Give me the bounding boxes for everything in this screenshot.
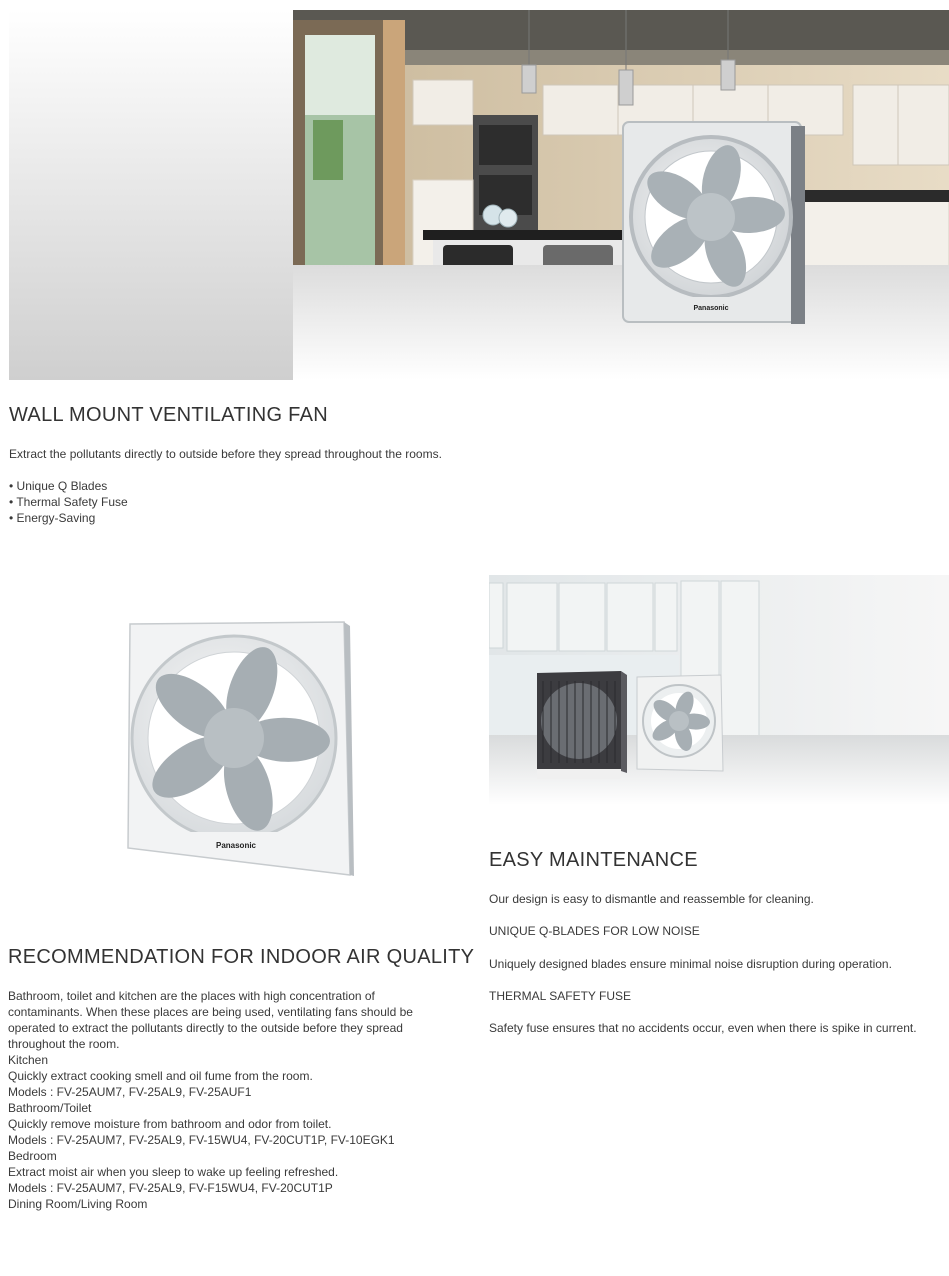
bedroom-text: Extract moist air when you sleep to wake up feeling refreshed.	[8, 1165, 339, 1179]
bathroom-text: Quickly remove moisture from bathroom and odor from toilet.	[8, 1117, 332, 1131]
product-feature-list	[9, 478, 128, 526]
hero-gradient-panel	[9, 10, 293, 380]
fan-brand-label: Panasonic	[215, 841, 257, 850]
maintenance-intro: Our design is easy to dismantle and reassemble for cleaning.	[489, 892, 814, 906]
bedroom-models: Models : FV-25AUM7, FV-25AL9, FV-F15WU4, FV-20CUT1P	[8, 1181, 333, 1195]
q-blades-heading: UNIQUE Q-BLADES FOR LOW NOISE	[489, 924, 700, 938]
product-description: Extract the pollutants directly to outside before they spread throughout the rooms.	[9, 447, 442, 461]
intro-line: Bathroom, toilet and kitchen are the places with high concentration of	[8, 989, 375, 1003]
bathroom-name: Bathroom/Toilet	[8, 1101, 92, 1115]
fuse-text: Safety fuse ensures that no accidents occur, even when there is spike in current.	[489, 1021, 917, 1035]
kitchen-text: Quickly extract cooking smell and oil fume from the room.	[8, 1069, 313, 1083]
bedroom-name: Bedroom	[8, 1149, 57, 1163]
kitchen-name: Kitchen	[8, 1053, 49, 1067]
dining-name: Dining Room/Living Room	[8, 1197, 148, 1211]
hero-fan	[623, 122, 805, 324]
maintenance-image	[489, 575, 949, 805]
kitchen-scene-illustration	[293, 10, 949, 380]
feature-item: • Energy-Saving	[9, 511, 96, 525]
hero-fan-brand: Panasonic	[693, 305, 729, 312]
feature-item: • Unique Q Blades	[9, 479, 108, 493]
product-title: WALL MOUNT VENTILATING FAN	[9, 404, 328, 426]
intro-line: contaminants. When these places are being used, ventilating fans should be	[8, 1005, 413, 1019]
fan-product-image	[122, 620, 354, 878]
recommendation-intro	[8, 988, 413, 1212]
hero-kitchen-image	[293, 10, 949, 380]
q-blades-text: Uniquely designed blades ensure minimal noise disruption during operation.	[489, 957, 892, 971]
maintenance-title: EASY MAINTENANCE	[489, 849, 698, 871]
kitchen-models: Models : FV-25AUM7, FV-25AL9, FV-25AUF1	[8, 1085, 252, 1099]
feature-item: • Thermal Safety Fuse	[9, 495, 128, 509]
bathroom-models: Models : FV-25AUM7, FV-25AL9, FV-15WU4, FV-20CUT1P, FV-10EGK1	[8, 1133, 395, 1147]
fuse-heading: THERMAL SAFETY FUSE	[489, 989, 632, 1003]
intro-line: throughout the room.	[8, 1037, 120, 1051]
intro-line: operated to extract the pollutants directly to the outside before they spread	[8, 1021, 403, 1035]
recommendation-title: RECOMMENDATION FOR INDOOR AIR QUALITY	[8, 946, 475, 968]
